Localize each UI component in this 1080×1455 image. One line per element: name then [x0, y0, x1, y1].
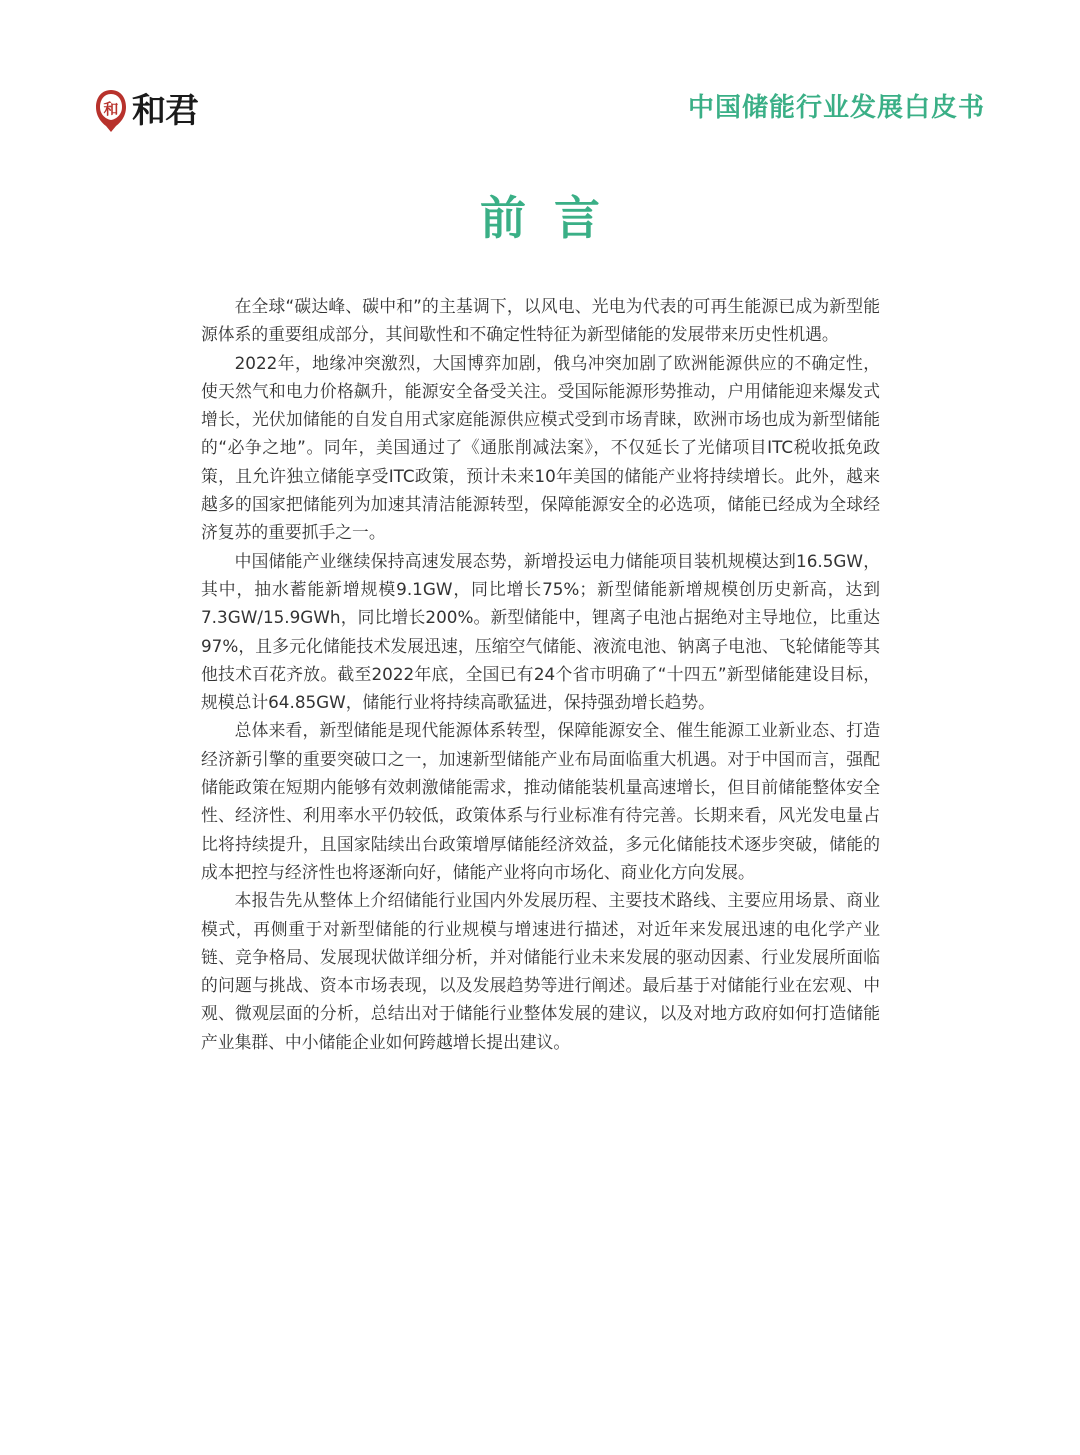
- section-heading: 前言: [480, 191, 628, 245]
- brand-logo: [94, 86, 198, 136]
- paragraph-4: 总体来看，新型储能是现代能源体系转型，保障能源安全、催生能源工业新业态、打造经济新引擎的重要突破口之一，加速新型储能产业布局面临重大机遇。对于中国而言，强配储能政策在短期内能够有效刺激储能需求，推动储能装机量高速增长，但目前储能整体安全性、经济性、利用率水平仍较低，政策体系与行业标准有待完善。长期来看，风光发电量占比将持续提升，且国家陆续出台政策增厚储能经济效益，多元化储能技术逐步突破，储能的成本把控与经济性也将逐渐向好，储能产业将向市场化、商业化方向发展。: [201, 720, 880, 882]
- paragraph-2: 2022年，地缘冲突激烈，大国博弈加剧，俄乌冲突加剧了欧洲能源供应的不确定性，使天然气和电力价格飙升，能源安全备受关注。受国际能源形势推动，户用储能迎来爆发式增长，光伏加储能的自发自用式家庭能源供应模式受到市场青睐，欧洲市场也成为新型储能的“必争之地”。同年，美国通过了《通胀削减法案》，不仅延长了光储项目ITC税收抵免政策，且允许独立储能享受ITC政策，预计未来10年美国的储能产业将持续增长。此外，越来越多的国家把储能列为加速其清洁能源转型，保障能源安全的必选项，储能已经成为全球经济复苏的重要抓手之一。: [201, 352, 880, 543]
- document-title: 中国储能行业发展白皮书: [687, 93, 985, 123]
- paragraph-1: 在全球“碳达峰、碳中和”的主基调下，以风电、光电为代表的可再生能源已成为新型能源体系的重要组成部分，其间歇性和不确定性特征为新型储能的发展带来历史性机遇。: [201, 296, 880, 345]
- seal-logo-icon: [94, 89, 128, 133]
- preface-body: [201, 292, 880, 1056]
- svg-text:和: 和: [103, 100, 119, 118]
- brand-name: 和君: [132, 91, 198, 131]
- paragraph-3: 中国储能产业继续保持高速发展态势，新增投运电力储能项目装机规模达到16.5GW，其中，抽水蓄能新增规模9.1GW，同比增长75%；新型储能新增规模创历史新高，达到7.3GW/15.9GWh，同比增长200%。新型储能中，锂离子电池占据绝对主导地位，比重达97%，且多元化储能技术发展迅速，压缩空气储能、液流电池、钠离子电池、飞轮储能等其他技术百花齐放。截至2022年底，全国已有24个省市明确了“十四五”新型储能建设目标，规模总计64.85GW，储能行业将持续高歌猛进，保持强劲增长趋势。: [201, 550, 880, 713]
- paragraph-5: 本报告先从整体上介绍储能行业国内外发展历程、主要技术路线、主要应用场景、商业模式，再侧重于对新型储能的行业规模与增速进行描述，对近年来发展迅速的电化学产业链、竞争格局、发展现状做详细分析，并对储能行业未来发展的驱动因素、行业发展所面临的问题与挑战、资本市场表现，以及发展趋势等进行阐述。最后基于对储能行业在宏观、中观、微观层面的分析，总结出对于储能行业整体发展的建议，以及对地方政府如何打造储能产业集群、中小储能企业如何跨越增长提出建议。: [201, 890, 880, 1052]
